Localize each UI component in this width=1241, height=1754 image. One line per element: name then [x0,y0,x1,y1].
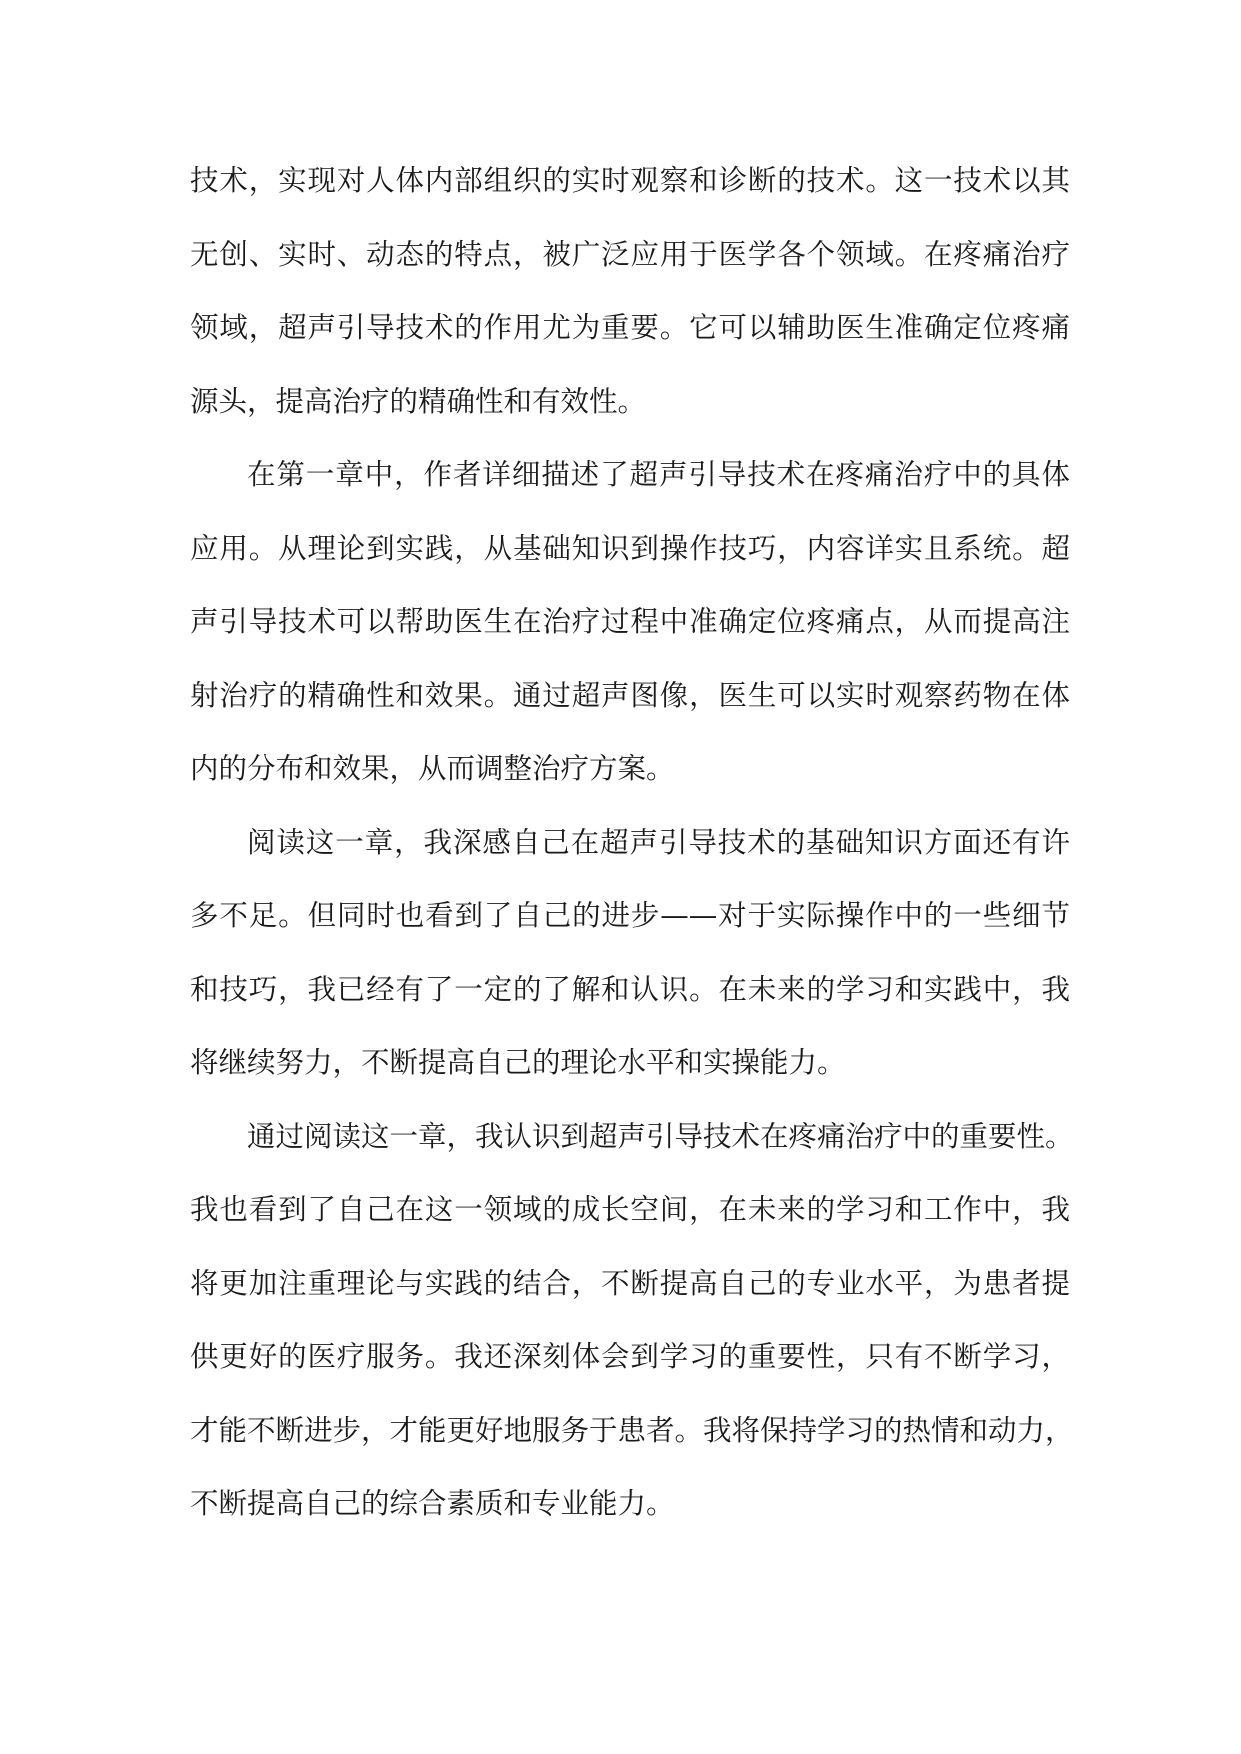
text-line: 内的分布和效果，从而调整治疗方案。 [190,752,675,785]
text-line: 无创、实时、动态的特点，被广泛应用于医学各个领域。在疼痛治疗 [190,237,1070,271]
text-line: 和技巧，我已经有了一定的了解和认识。在未来的学习和实践中，我 [190,972,1070,1006]
paragraph-1 [190,144,1070,438]
text-line: 供更好的医疗服务。我还深刻体会到学习的重要性，只有不断学习， [190,1340,1070,1373]
text-line: 阅读这一章，我深感自己在超声引导技术的基础知识方面还有许 [247,825,1070,859]
text-line: 技术，实现对人体内部组织的实时观察和诊断的技术。这一技术以其 [190,164,1070,197]
paragraph-3 [190,806,1070,1100]
text-line: 通过阅读这一章，我认识到超声引导技术在疼痛治疗中的重要性。 [247,1119,1074,1153]
text-line: 将更加注重理论与实践的结合，不断提高自己的专业水平，为患者提 [190,1266,1070,1300]
text-line: 领域，超声引导技术的作用尤为重要。它可以辅助医生准确定位疼痛 [190,311,1070,344]
text-line: 才能不断进步，才能更好地服务于患者。我将保持学习的热情和动力， [190,1413,1074,1447]
text-line: 不断提高自己的综合素质和专业能力。 [190,1487,675,1520]
text-line: 应用。从理论到实践，从基础知识到操作技巧，内容详实且系统。超 [190,531,1070,565]
text-line: 在第一章中，作者详细描述了超声引导技术在疼痛治疗中的具体 [247,458,1070,491]
paragraph-2 [190,438,1070,806]
text-line: 我也看到了自己在这一领域的成长空间，在未来的学习和工作中，我 [190,1193,1070,1226]
text-line: 射治疗的精确性和效果。通过超声图像，医生可以实时观察药物在体 [190,678,1070,712]
text-line: 将继续努力，不断提高自己的理论水平和实操能力。 [190,1046,846,1079]
document-body [190,144,1074,1541]
text-line: 多不足。但同时也看到了自己的进步——对于实际操作中的一些细节 [190,899,1070,932]
text-line: 声引导技术可以帮助医生在治疗过程中准确定位疼痛点，从而提高注 [190,605,1070,638]
paragraph-4 [190,1100,1074,1541]
text-line: 源头，提高治疗的精确性和有效性。 [190,384,647,418]
